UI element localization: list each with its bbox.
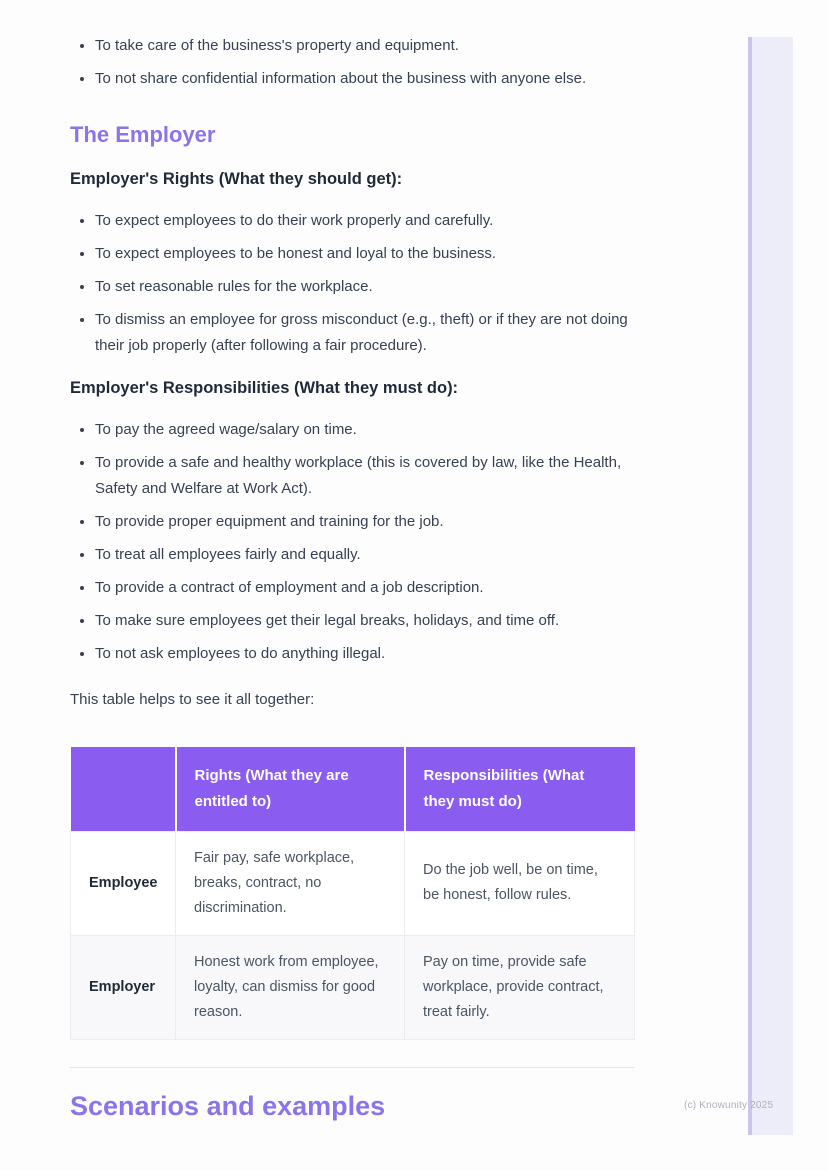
list-item: • To provide a safe and healthy workplace (this is covered by law, like the Health, Safety and Welfare at Work Act). (95, 450, 634, 502)
list-item: • To treat all employees fairly and equally. (95, 542, 634, 568)
list-item: • To expect employees to be honest and loyal to the business. (95, 241, 634, 267)
employer-responsibilities-cell: Pay on time, provide safe workplace, provide contract, treat fairly. (405, 935, 635, 1039)
table-header-responsibilities: Responsibilities (What they must do) (405, 747, 635, 831)
employer-rights-list (70, 208, 634, 359)
list-item: • To expect employees to do their work properly and carefully. (95, 208, 634, 234)
list-item: • To not share confidential information about the business with anyone else. (95, 66, 634, 92)
table-intro-text: This table helps to see it all together: (70, 691, 315, 708)
list-item: • To provide proper equipment and training for the job. (95, 509, 634, 535)
table-row (71, 935, 635, 1039)
rights-responsibilities-table (70, 747, 635, 1040)
table-header-empty (71, 747, 176, 831)
table-header-row (71, 747, 635, 831)
document-page (70, 0, 634, 1122)
employer-rights-cell: Honest work from employee, loyalty, can dismiss for good reason. (176, 935, 405, 1039)
employer-rights-label: Employer's Rights (What they should get): (70, 170, 403, 188)
employer-responsibilities-label: Employer's Responsibilities (What they must do): (70, 379, 459, 397)
table-header-rights: Rights (What they are entitled to) (176, 747, 405, 831)
list-item: • To pay the agreed wage/salary on time. (95, 417, 634, 443)
list-item: • To make sure employees get their legal breaks, holidays, and time off. (95, 608, 634, 634)
employee-responsibilities-list (70, 33, 634, 92)
employee-responsibilities-cell: Do the job well, be on time, be honest, follow rules. (405, 831, 635, 935)
employee-rights-cell: Fair pay, safe workplace, breaks, contract, no discrimination. (176, 831, 405, 935)
section-divider (70, 1067, 634, 1068)
section-heading-scenarios: Scenarios and examples (70, 1090, 386, 1121)
section-heading-the-employer: The Employer (70, 122, 216, 147)
employer-responsibilities-list (70, 417, 634, 667)
list-item: • To set reasonable rules for the workplace. (95, 274, 634, 300)
list-item: • To not ask employees to do anything illegal. (95, 641, 634, 667)
list-item: • To take care of the business's property and equipment. (95, 33, 634, 59)
row-label-employee: Employee (71, 831, 176, 935)
watermark: (c) Knowunity 2025 (684, 1100, 774, 1111)
list-item: • To provide a contract of employment and a job description. (95, 575, 634, 601)
page-edge-decoration (748, 37, 793, 1135)
row-label-employer: Employer (71, 935, 176, 1039)
list-item: • To dismiss an employee for gross misconduct (e.g., theft) or if they are not doing their job properly (after following a fair procedure). (95, 307, 634, 359)
table-row (71, 831, 635, 935)
